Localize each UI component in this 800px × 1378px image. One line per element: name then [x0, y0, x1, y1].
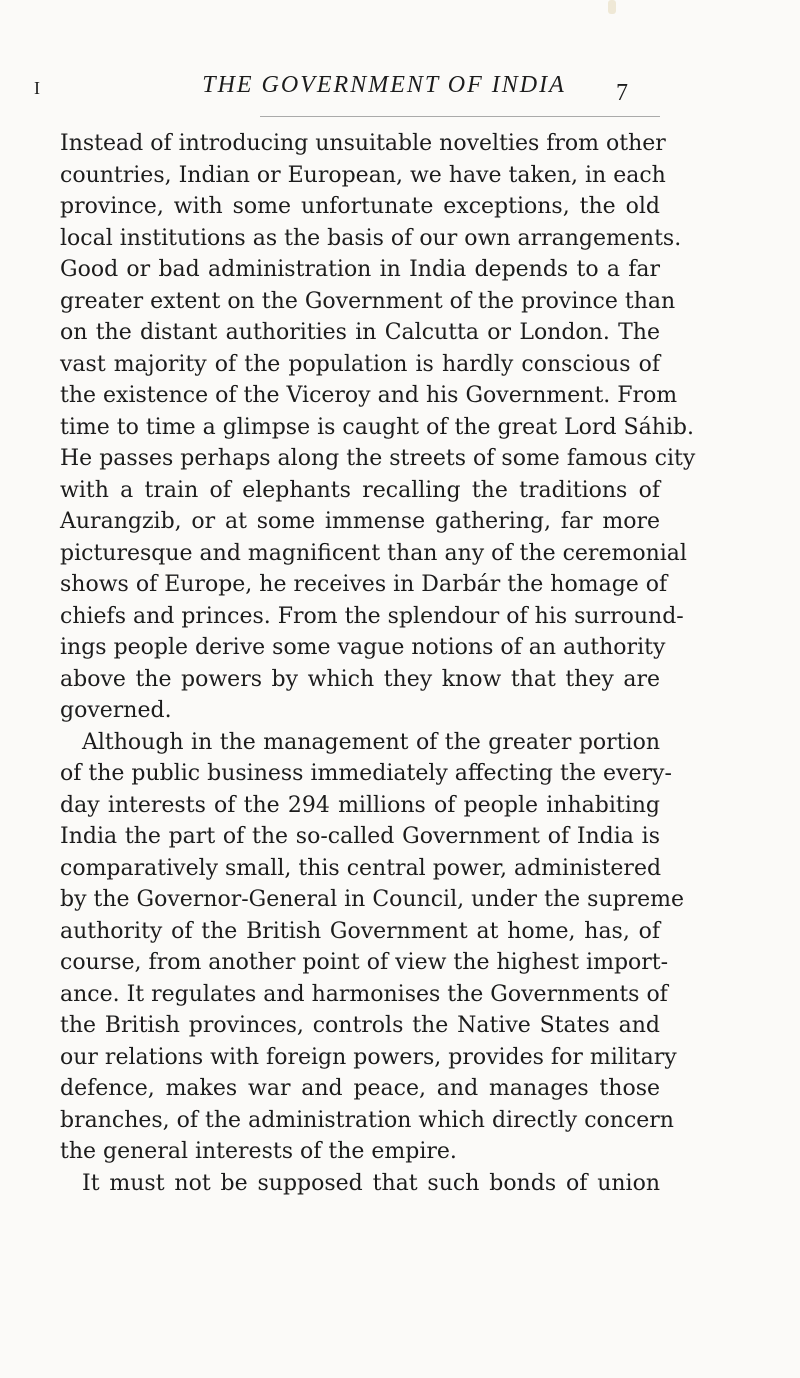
- chapter-number: I: [34, 78, 40, 98]
- text-line: day interests of the 294 millions of people inhabiting: [60, 792, 660, 818]
- text-line: of the public business immediately affecting the every-: [60, 761, 672, 786]
- text-line: with a train of elephants recalling the traditions of: [60, 477, 660, 503]
- text-line: ings people derive some vague notions of an authority: [60, 635, 666, 660]
- text-line: local institutions as the basis of our own arrangements.: [60, 225, 682, 251]
- text-line: our relations with foreign powers, provides for military: [60, 1044, 677, 1070]
- text-line: shows of Europe, he receives in Darbár the homage of: [60, 572, 668, 597]
- text-line: by the Governor-General in Council, under the supreme: [60, 887, 685, 912]
- text-line: above the powers by which they know that they are: [60, 666, 660, 692]
- page-number: 7: [616, 80, 628, 106]
- text-line: province, with some unfortunate exceptions, the old: [60, 194, 660, 219]
- text-line: the existence of the Viceroy and his Government. From: [60, 383, 678, 408]
- running-head: [34, 72, 634, 108]
- text-line: countries, Indian or European, we have taken, in each: [60, 162, 666, 188]
- running-title: THE GOVERNMENT OF INDIA: [202, 72, 566, 98]
- text-line: India the part of the so-called Government of India is: [60, 824, 660, 849]
- text-line: defence, makes war and peace, and manages those: [60, 1076, 660, 1101]
- text-line: the general interests of the empire.: [60, 1139, 457, 1164]
- text-line: Although in the management of the greater portion: [82, 729, 660, 755]
- text-line: branches, of the administration which directly concern: [60, 1107, 674, 1133]
- header-rule: [260, 116, 660, 117]
- text-line: on the distant authorities in Calcutta or London. The: [60, 320, 660, 345]
- text-line: Good or bad administration in India depends to a far: [60, 257, 660, 282]
- text-line: governed.: [60, 698, 172, 723]
- text-line: Aurangzib, or at some immense gathering, far more: [60, 509, 660, 534]
- text-line: He passes perhaps along the streets of some famous city: [60, 446, 696, 471]
- text-line: the British provinces, controls the Native States and: [60, 1013, 660, 1038]
- text-line: comparatively small, this central power, administered: [60, 855, 662, 881]
- text-line: greater extent on the Government of the province than: [60, 288, 676, 314]
- text-line: It must not be supposed that such bonds of union: [82, 1170, 660, 1196]
- text-line: chiefs and princes. From the splendour of his surround-: [60, 603, 684, 629]
- text-line: authority of the British Government at home, has, of: [60, 918, 660, 944]
- text-line: course, from another point of view the highest import-: [60, 950, 669, 975]
- text-line: Instead of introducing unsuitable novelties from other: [60, 131, 666, 156]
- text-line: picturesque and magnificent than any of the ceremonial: [60, 540, 687, 566]
- paper-stain: [608, 0, 616, 14]
- text-line: time to time a glimpse is caught of the great Lord Sáhib.: [60, 414, 694, 440]
- text-line: vast majority of the population is hardly conscious of: [60, 351, 660, 377]
- text-line: ance. It regulates and harmonises the Governments of: [60, 981, 668, 1007]
- body-text: [60, 128, 696, 1199]
